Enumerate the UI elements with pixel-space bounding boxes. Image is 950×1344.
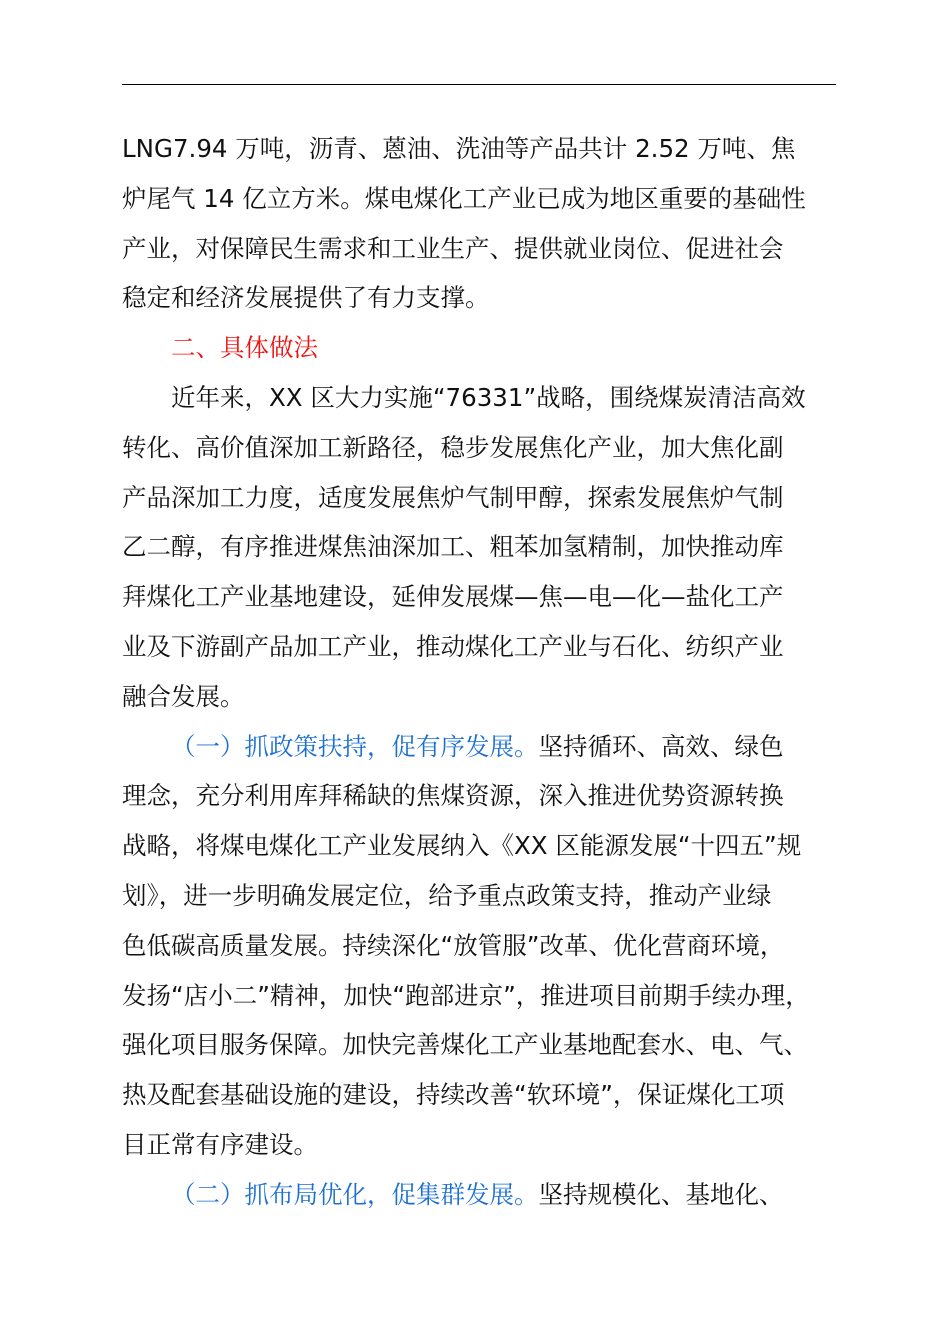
subsection-title: （二）抓布局优化，促集群发展。	[171, 1179, 539, 1209]
paragraph-line: 强化项目服务保障。加快完善煤化工产业基地配套水、电、气、	[122, 1030, 808, 1060]
subsection-first-line	[122, 1170, 838, 1220]
section-heading: 二、具体做法	[171, 333, 318, 363]
paragraph-line: 炉尾气 14 亿立方米。煤电煤化工产业已成为地区重要的基础性	[122, 183, 806, 213]
paragraph-line: 业及下游副产品加工产业，推动煤化工产业与石化、纺织产业	[122, 631, 784, 661]
header-rule	[122, 84, 836, 85]
paragraph-line: 划》，进一步明确发展定位，给予重点政策支持，推动产业绿	[122, 880, 772, 910]
paragraph-line: 理念，充分利用库拜稀缺的焦煤资源，深入推进优势资源转换	[122, 781, 784, 811]
paragraph-line: 产品深加工力度，适度发展焦炉气制甲醇，探索发展焦炉气制	[122, 482, 784, 512]
paragraph-line: 目正常有序建设。	[122, 1129, 318, 1159]
paragraph-line: 发扬“店小二”精神，加快“跑部进京”，推进项目前期手续办理，	[122, 980, 810, 1010]
paragraph-line: 近年来，XX 区大力实施“76331”战略，围绕煤炭清洁高效	[171, 382, 806, 412]
paragraph-line: 战略，将煤电煤化工产业发展纳入《XX 区能源发展“十四五”规	[122, 831, 802, 861]
paragraph-line: 产业，对保障民生需求和工业生产、提供就业岗位、促进社会	[122, 233, 784, 263]
paragraph-line: 转化、高价值深加工新路径，稳步发展焦化产业，加大焦化副	[122, 432, 784, 462]
paragraph-line: 稳定和经济发展提供了有力支撑。	[122, 283, 490, 313]
paragraph-line: 热及配套基础设施的建设，持续改善“软环境”，保证煤化工项	[122, 1080, 785, 1110]
paragraph-line: 色低碳高质量发展。持续深化“放管服”改革、优化营商环境，	[122, 930, 785, 960]
subsection-text: 坚持循环、高效、绿色	[538, 731, 784, 761]
document-body	[122, 124, 838, 1220]
paragraph-line: 乙二醇，有序推进煤焦油深加工、粗苯加氢精制，加快推动库	[122, 532, 784, 562]
paragraph-line: 拜煤化工产业基地建设，延伸发展煤—焦—电—化—盐化工产	[122, 582, 784, 612]
subsection-first-line	[122, 722, 838, 772]
paragraph-line: 融合发展。	[122, 681, 245, 711]
subsection-text: 坚持规模化、基地化、	[538, 1179, 784, 1209]
subsection-title: （一）抓政策扶持，促有序发展。	[171, 731, 539, 761]
paragraph-line: LNG7.94 万吨，沥青、蒽油、洗油等产品共计 2.52 万吨、焦	[122, 134, 796, 163]
